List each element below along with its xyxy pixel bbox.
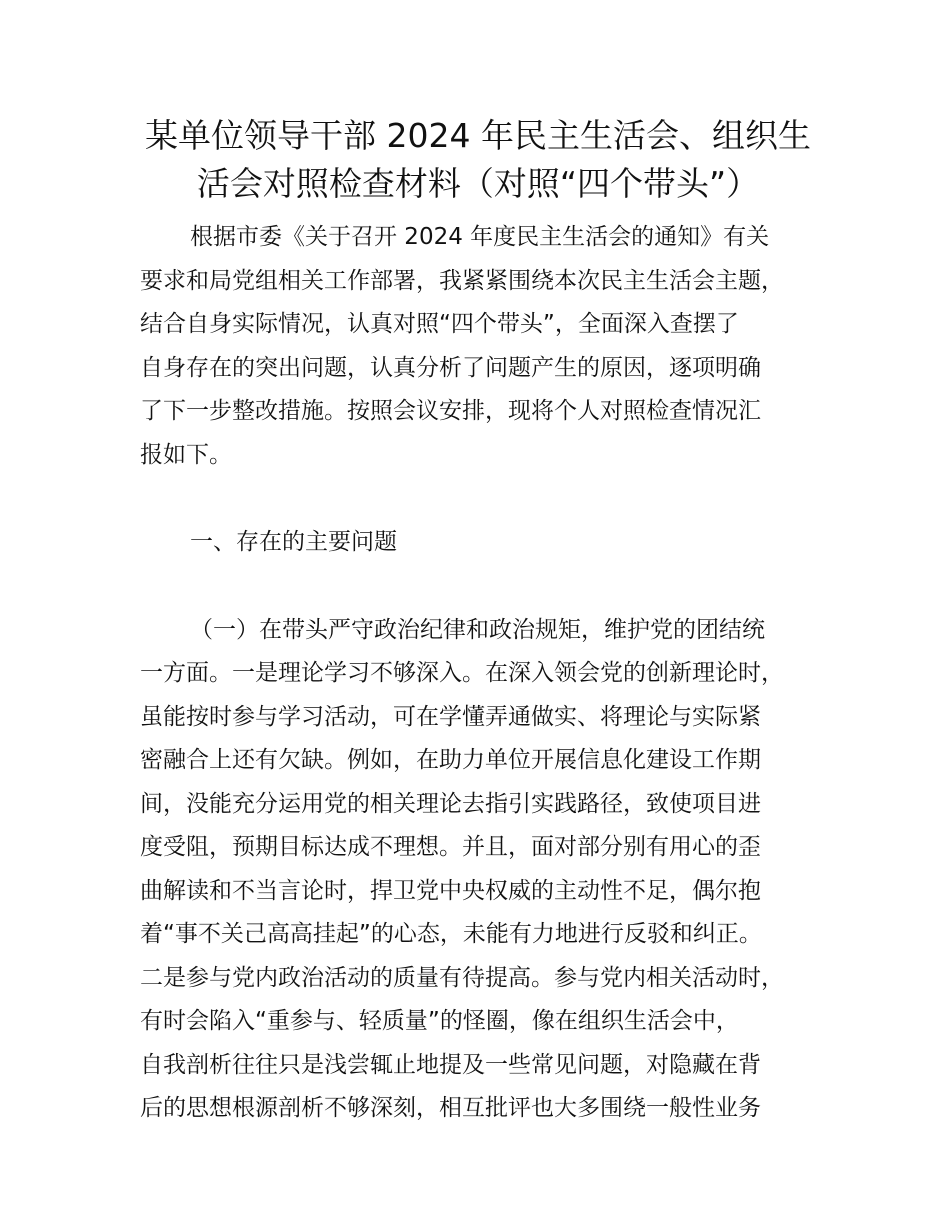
subsection-line: 自我剖析往往只是浅尝辄止地提及一些常见问题，对隐藏在背 [140, 1051, 761, 1078]
subsection-line: 间，没能充分运用党的相关理论去指引实践路径，致使项目进 [140, 790, 761, 817]
document-body [140, 216, 840, 1131]
subsection-line: 二是参与党内政治活动的质量有待提高。参与党内相关活动时， [140, 964, 784, 991]
subsection-line: 一方面。一是理论学习不够深入。在深入领会党的创新理论时， [140, 660, 784, 686]
intro-line: 结合自身实际情况，认真对照“四个带头”，全面深入查摆了 [140, 311, 739, 337]
paragraph-spacer [140, 477, 840, 521]
subsection-line: 有时会陷入“重参与、轻质量”的怪圈，像在组织生活会中， [140, 1008, 739, 1034]
intro-line: 报如下。 [140, 441, 232, 468]
paragraph-spacer [140, 565, 840, 609]
intro-line: 根据市委《关于召开 2024 年度民主生活会的通知》有关 [190, 224, 770, 250]
subsection-line: 后的思想根源剖析不够深刻，相互批评也大多围绕一般性业务 [140, 1095, 761, 1121]
section-heading: 一、存在的主要问题 [190, 529, 397, 555]
subsection-line: （一）在带头严守政治纪律和政治规矩，维护党的团结统 [190, 616, 765, 643]
intro-line: 了下一步整改措施。按照会议安排，现将个人对照检查情况汇 [140, 398, 761, 424]
subsection-line: 着“事不关己高高挂起”的心态，未能有力地进行反驳和纠正。 [140, 921, 762, 947]
subsection-line: 曲解读和不当言论时，捍卫党中央权威的主动性不足，偶尔抱 [140, 877, 761, 904]
intro-line: 要求和局党组相关工作部署，我紧紧围绕本次民主生活会主题， [140, 267, 784, 294]
title-line: 活会对照检查材料（对照“四个带头”） [196, 164, 760, 203]
subsection-line: 密融合上还有欠缺。例如，在助力单位开展信息化建设工作期 [140, 747, 761, 773]
subsection-line: 虽能按时参与学习活动，可在学懂弄通做实、将理论与实际紧 [140, 703, 761, 730]
intro-line: 自身存在的突出问题，认真分析了问题产生的原因，逐项明确 [140, 354, 761, 381]
title-line: 某单位领导干部 2024 年民主生活会、组织生 [145, 116, 811, 155]
subsection-line: 度受阻，预期目标达成不理想。并且，面对部分别有用心的歪 [140, 834, 761, 860]
document-title [140, 112, 816, 208]
